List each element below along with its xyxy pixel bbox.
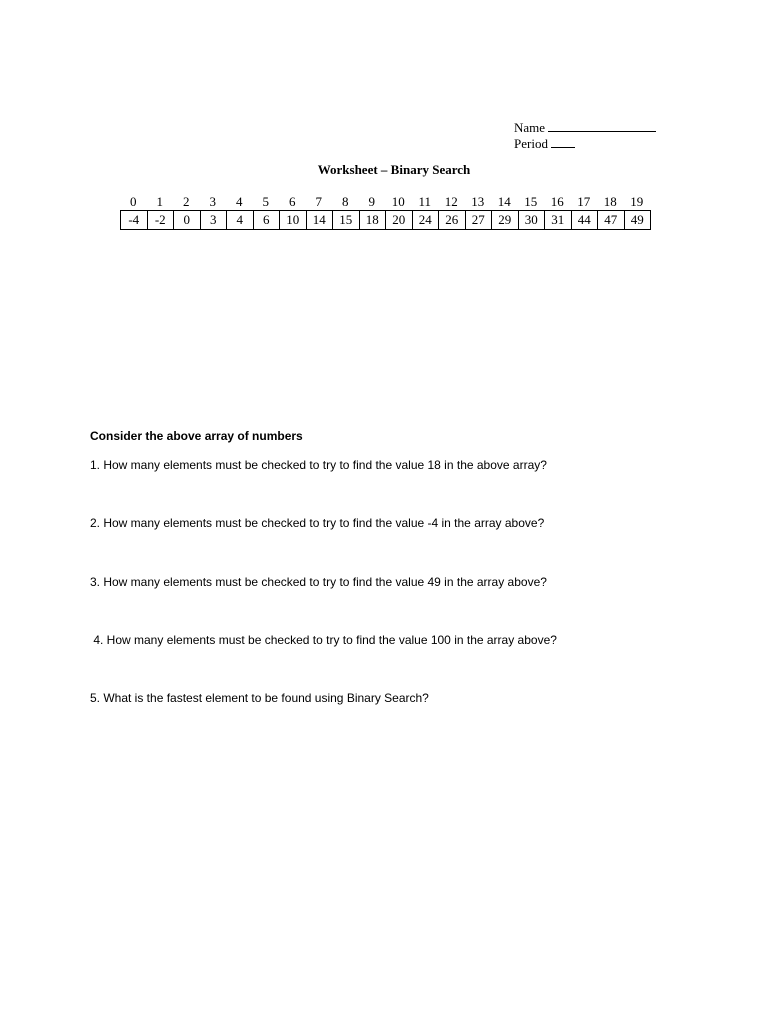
array-cell: 29 — [492, 211, 519, 230]
array-cell: 47 — [598, 211, 625, 230]
array-index: 12 — [444, 194, 458, 209]
period-row — [514, 136, 656, 152]
array-cell: -4 — [121, 211, 148, 230]
array-index: 9 — [368, 194, 375, 209]
array-index: 5 — [262, 194, 269, 209]
array-index: 8 — [342, 194, 349, 209]
intro-heading: Consider the above array of numbers — [90, 429, 303, 443]
question-3: 3. How many elements must be checked to try to find the value 49 in the array above? — [90, 575, 547, 589]
array-index: 14 — [497, 194, 511, 209]
array-index: 4 — [236, 194, 243, 209]
question-2: 2. How many elements must be checked to try to find the value -4 in the array above? — [90, 516, 545, 530]
array-index: 11 — [418, 194, 432, 209]
array-cell: 15 — [333, 211, 360, 230]
array-value-row — [121, 211, 651, 230]
period-blank[interactable] — [551, 136, 575, 148]
array-cell: 3 — [200, 211, 227, 230]
array-cell: 24 — [412, 211, 439, 230]
array-index: 15 — [524, 194, 538, 209]
array-cell: 26 — [439, 211, 466, 230]
name-row — [514, 120, 656, 136]
array-cell: 18 — [359, 211, 386, 230]
array-index: 1 — [156, 194, 163, 209]
array-index: 18 — [603, 194, 617, 209]
array-index: 16 — [550, 194, 564, 209]
array-cell: 49 — [624, 211, 651, 230]
array-index: 0 — [130, 194, 137, 209]
array-cell: 6 — [253, 211, 280, 230]
array-index: 7 — [315, 194, 322, 209]
array-cell: 27 — [465, 211, 492, 230]
name-period-block — [514, 120, 656, 152]
question-4: 4. How many elements must be checked to try to find the value 100 in the array above? — [90, 633, 557, 647]
array-index-row — [120, 195, 650, 209]
array-cell: -2 — [147, 211, 174, 230]
array-cell: 4 — [227, 211, 254, 230]
array-index: 13 — [471, 194, 485, 209]
array-cell: 10 — [280, 211, 307, 230]
array-cell: 0 — [174, 211, 201, 230]
question-1: 1. How many elements must be checked to try to find the value 18 in the above array? — [90, 458, 547, 472]
array-index: 10 — [391, 194, 405, 209]
array-cell: 31 — [545, 211, 572, 230]
array-cell: 44 — [571, 211, 598, 230]
period-label: Period — [514, 136, 548, 151]
name-label: Name — [514, 120, 546, 135]
name-blank[interactable] — [548, 120, 656, 132]
array-index: 2 — [183, 194, 190, 209]
question-5: 5. What is the fastest element to be found using Binary Search? — [90, 691, 429, 705]
array-cell: 30 — [518, 211, 545, 230]
array-cell: 20 — [386, 211, 413, 230]
array-table — [120, 210, 651, 230]
array-index: 19 — [630, 194, 644, 209]
array-index: 6 — [289, 194, 296, 209]
worksheet-title: Worksheet – Binary Search — [317, 162, 471, 177]
array-cell: 14 — [306, 211, 333, 230]
array-index: 3 — [209, 194, 216, 209]
array-index: 17 — [577, 194, 591, 209]
